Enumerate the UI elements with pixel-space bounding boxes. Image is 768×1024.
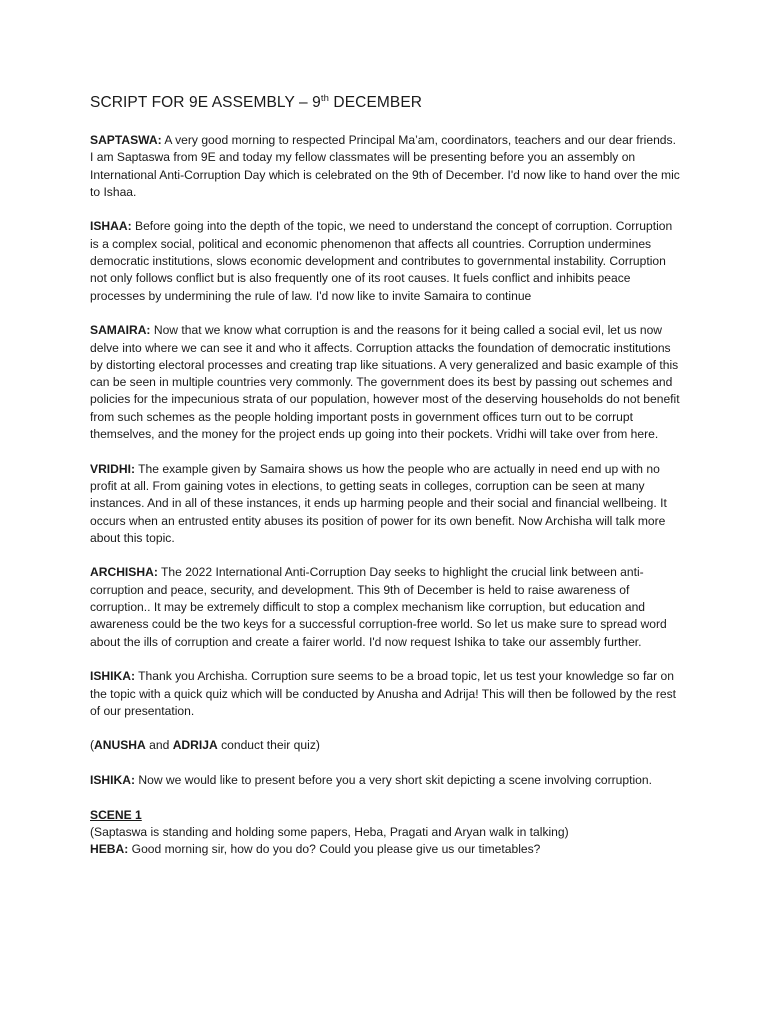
speech-text: The example given by Samaira shows us how the people who are actually in need end up with no profit at all. From gaining votes in elections, to getting seats in colleges, corruption can be seen at many instances. And in all of these instances, it ends up harming people and their social and financial wellbeing. It occurs when an entrusted entity abuses its position of power for its own benefit. Now Archisha will talk more about this topic. — [90, 461, 667, 545]
quiz-stage-direction — [90, 737, 682, 754]
speaker-name: ISHIKA: — [90, 772, 136, 787]
document-title — [90, 93, 422, 112]
speech-text: Thank you Archisha. Corruption sure seems to be a broad topic, let us test your knowledge so far on the topic with a quick quiz which will be conducted by Anusha and Adrija! This will then be followed by the rest of our presentation. — [90, 669, 676, 718]
speaker-name: HEBA: — [90, 842, 129, 857]
conjunction-text: and — [145, 738, 173, 753]
speaker-name: VRIDHI: — [90, 461, 136, 476]
speaker-name: SAMAIRA: — [90, 323, 151, 338]
speech-text: Good morning sir, how do you do? Could you please give us our timetables? — [128, 842, 541, 857]
paragraph-ishaa — [90, 218, 682, 304]
title-text: SCRIPT FOR 9E ASSEMBLY – 9 — [90, 94, 321, 111]
paragraph-vridhi — [90, 461, 682, 547]
speaker-name: SAPTASWA: — [90, 133, 162, 147]
paragraph-archisha — [90, 564, 682, 650]
speaker-name: ADRIJA — [172, 738, 218, 753]
speaker-name: ISHAA: — [90, 219, 132, 234]
title-text-end: DECEMBER — [329, 94, 423, 111]
paren-open: ( — [90, 738, 95, 753]
speech-text: The 2022 International Anti-Corruption Day seeks to highlight the crucial link between anti-corruption and peace, security, and development. This 9th of December is held to raise awareness of corruption.. It may be extremely difficult to stop a complex mechanism like corruption, but education and awareness could be the two keys for a successful corruption-free world. So let us make sure to spread word about the ills of corruption and create a fairer world. I'd now request Ishika to take our assembly further. — [90, 565, 667, 649]
speech-text: A very good morning to respected Principal Ma’am, coordinators, teachers and our dear friends. I am Saptaswa from 9E and today my fellow classmates will be presenting before you an assembly on International Anti-Corruption Day which is celebrated on the 9th of December. I'd now like to hand over the mic to Ishaa. — [90, 133, 680, 199]
speaker-name: ANUSHA — [94, 738, 146, 753]
speech-text: Now that we know what corruption is and the reasons for it being called a social evil, let us now delve into where we can see it and who it affects. Corruption attacks the foundation of democratic institutions by distorting electoral processes and creating trap like situations. A very generalized and basic example of this can be seen in multiple countries very commonly. The government does its best by passing out schemes and policies for the impecunious strata of our population, however most of the deserving households do not benefit from such schemes as the people holding important posts in government offices turn out to be corrupt themselves, and the money for the project ends up going into their pockets. Vridhi will take over from here. — [90, 323, 680, 442]
speech-text: Now we would like to present before you a very short skit depicting a scene involving corruption. — [135, 772, 652, 787]
scene-heading: SCENE 1 — [90, 807, 142, 822]
paragraph-ishika-closing — [90, 772, 682, 789]
paragraph-ishika — [90, 668, 682, 720]
scene-line-heba — [90, 841, 682, 858]
paragraph-saptaswa — [90, 132, 682, 201]
script-body — [90, 132, 682, 858]
title-superscript: th — [320, 93, 330, 104]
direction-text: conduct their quiz) — [217, 738, 320, 753]
speaker-name: ISHIKA: — [90, 669, 136, 684]
paragraph-samaira — [90, 322, 682, 443]
speech-text: Before going into the depth of the topic, we need to understand the concept of corruption. Corruption is a complex social, political and economic phenomenon that affects all countries. Corruption undermines democratic institutions, slows economic development and contributes to governmental instability. Corruption not only follows conflict but is also frequently one of its root causes. It fuels conflict and inhibits peace processes by undermining the rule of law. I'd now like to invite Samaira to continue — [90, 219, 673, 303]
speaker-name: ARCHISHA: — [90, 565, 158, 580]
scene-direction: (Saptaswa is standing and holding some papers, Heba, Pragati and Aryan walk in talking) — [90, 824, 569, 839]
